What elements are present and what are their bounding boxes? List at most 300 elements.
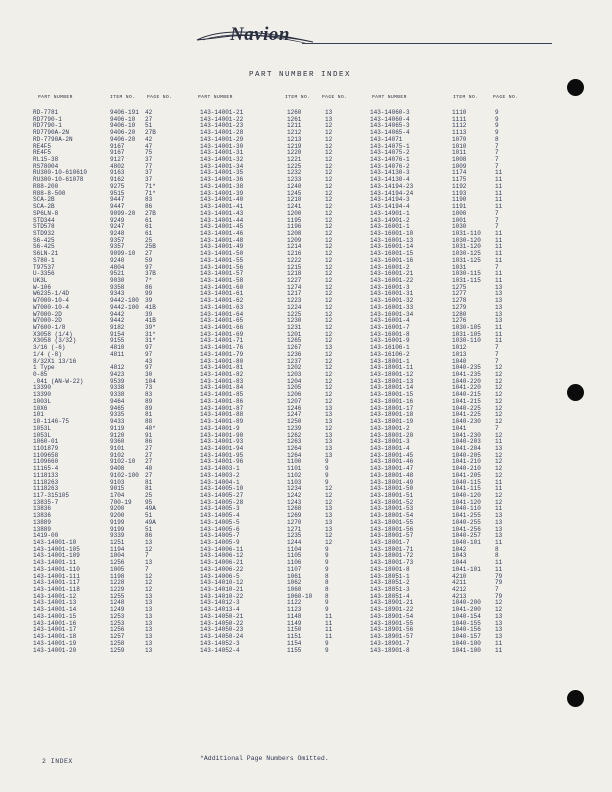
item-number: 4212	[452, 586, 467, 594]
item-number: 1040-200	[452, 599, 481, 607]
page-number: 12	[325, 223, 333, 231]
page-number: 11	[495, 203, 503, 211]
item-number: 1041-210	[452, 458, 481, 466]
item-number: 1198	[110, 572, 125, 580]
page-number: 11	[495, 478, 503, 486]
page-number: 13	[495, 283, 503, 291]
item-number: 1253	[110, 619, 125, 627]
page-number: 11	[495, 270, 503, 278]
part-number: 143-14001-14	[33, 606, 77, 614]
page-number: 13	[325, 444, 333, 452]
page-number: 9	[325, 639, 329, 647]
part-number: 13390	[33, 384, 52, 392]
part-number: 101	[33, 411, 44, 419]
part-number: 143-18001-57	[370, 532, 414, 540]
item-number: 1041	[452, 424, 467, 432]
part-number: 143-14001-64	[200, 310, 244, 318]
part-number: 1053L	[33, 424, 52, 432]
item-number: 1251	[110, 539, 125, 546]
item-number: 1245	[287, 189, 302, 197]
item-number: 1149	[287, 619, 302, 627]
part-number: STD932	[33, 229, 55, 237]
item-number: 9406-20	[110, 135, 136, 143]
part-number: 143-14001-44	[200, 216, 244, 224]
item-number: 1250	[287, 418, 302, 426]
part-number: 143-18001-51	[370, 491, 414, 499]
part-number: 143-14001-79	[200, 350, 244, 358]
table-row	[200, 648, 358, 655]
item-number: 9447	[110, 203, 125, 211]
part-number: 143-16106-2	[370, 350, 410, 358]
item-number: 1218	[287, 270, 302, 278]
page-number: 9	[495, 129, 499, 137]
part-number: 143-14001-60	[200, 283, 244, 291]
col-header-part-number: PART NUMBER	[372, 95, 407, 100]
page-number: 8	[495, 545, 499, 553]
item-number: 1000	[452, 209, 467, 217]
item-number: 1005	[110, 565, 125, 573]
item-number: 9030	[110, 276, 125, 284]
page-number: 12	[325, 297, 333, 305]
item-number: 1100	[287, 458, 302, 466]
part-number: S780-1	[33, 256, 55, 264]
item-number: 1040-115	[452, 478, 481, 486]
part-number: 1101879	[33, 444, 59, 452]
part-number: 143-18051-4	[370, 592, 410, 600]
page-number: 11	[325, 619, 333, 627]
item-number: 4810	[110, 344, 125, 352]
item-number: 1235	[287, 532, 302, 540]
page-number: 13	[145, 646, 153, 654]
page-number: 39*	[145, 324, 156, 331]
item-number: 9335	[110, 411, 125, 419]
item-number: 1278	[452, 297, 467, 305]
item-number: 1040	[452, 357, 467, 365]
part-number: 143-16001-13	[370, 236, 414, 244]
part-number: 143-14001-22	[200, 115, 244, 123]
part-number: 143-18001-48	[370, 471, 414, 479]
table-row	[370, 648, 525, 655]
part-number: 143-14001-46	[200, 229, 244, 237]
page-number: 8	[495, 552, 499, 560]
item-number: 1104	[287, 545, 302, 553]
page-number: 9	[325, 606, 329, 614]
item-number: 1190	[452, 196, 467, 204]
part-number: 143-18001-17	[370, 404, 414, 412]
item-number: 1113	[452, 129, 467, 137]
page-number: 9	[325, 559, 329, 567]
item-number: 1192	[452, 182, 467, 190]
part-number: 143-14071	[370, 135, 403, 143]
part-number: RD7790A-2N	[33, 129, 70, 137]
page-number: 12	[325, 182, 333, 190]
page-number: 12	[495, 599, 503, 607]
item-number: 1150	[287, 626, 302, 634]
part-number: 143-18051-1	[370, 572, 410, 580]
page-number: 12	[325, 250, 333, 258]
col-header-part-number: PART NUMBER	[38, 95, 73, 100]
page-number: 40*	[145, 424, 156, 432]
col-header-part-number: PART NUMBER	[198, 95, 233, 100]
page-number: 12	[325, 216, 333, 224]
part-number: 143-18001-49	[370, 478, 414, 486]
item-number: 9357	[110, 236, 125, 244]
part-number: 143-14050-22	[200, 619, 244, 627]
part-number: 143-14194-23	[370, 182, 414, 190]
item-number: 1070	[452, 135, 467, 143]
item-number: 1040-120	[452, 491, 481, 499]
part-number: 143-14001-49	[200, 243, 244, 251]
part-number: 1109660	[33, 458, 59, 466]
page-number: 13	[325, 518, 333, 526]
item-number: 1241	[287, 203, 302, 211]
page-number: 7	[495, 142, 499, 150]
item-number: 1271	[287, 525, 302, 533]
item-number: 1264	[287, 451, 302, 459]
item-number: 1276	[452, 317, 467, 325]
page-number: 61	[145, 223, 153, 231]
page-number: 104	[145, 377, 156, 385]
page-number: 12	[325, 263, 333, 271]
item-number: 1043	[452, 552, 467, 560]
page-number: 81	[145, 478, 153, 486]
page-number: 12	[325, 377, 333, 385]
item-number: 1260	[287, 109, 302, 116]
part-number: 143-14001-81	[200, 364, 244, 372]
part-number: 143-16001-9	[370, 337, 410, 345]
part-number: 143-14001-66	[200, 324, 244, 331]
item-number: 1040-110	[452, 505, 481, 513]
part-number: 143-18001-20	[370, 431, 414, 439]
part-number: 1 Type	[33, 364, 55, 372]
page-number: 8	[325, 572, 329, 580]
part-number: 143-16001-1	[370, 223, 410, 231]
page-number: 9	[495, 109, 499, 116]
item-number: 1202	[287, 364, 302, 372]
page-number: 12	[325, 317, 333, 325]
item-number: 1212	[287, 129, 302, 137]
item-number: 1040-157	[452, 633, 481, 641]
item-number: 1151	[287, 633, 302, 641]
item-number: 1240	[287, 182, 302, 190]
item-number: 9465	[110, 404, 125, 412]
part-number: SCA-2B	[33, 196, 55, 204]
part-number: 143-14006-21	[200, 559, 244, 567]
part-number: 143-14075-2	[370, 149, 410, 157]
page-number: 42	[145, 109, 153, 116]
part-number: 143-14005-3	[200, 505, 240, 513]
page-number: 71*	[145, 182, 156, 190]
page-number: 40	[145, 465, 153, 473]
page-number: 13	[325, 451, 333, 459]
part-number: 143-18001-3	[370, 438, 410, 446]
punch-hole	[567, 690, 584, 707]
item-number: 1257	[110, 633, 125, 641]
page-number: 11	[495, 236, 503, 244]
item-number: 1041-200	[452, 606, 481, 614]
part-number: 143-14050-24	[200, 633, 244, 641]
page-number: 37	[145, 176, 153, 184]
page-number: 77	[145, 162, 153, 170]
part-number: 143-14006-11	[200, 545, 244, 553]
page-number: 9	[495, 115, 499, 123]
item-number: 1042	[452, 545, 467, 553]
item-number: 1277	[452, 290, 467, 298]
item-number: 1106	[287, 559, 302, 567]
page-number: 13	[325, 431, 333, 439]
page-number: 83	[145, 391, 153, 399]
index-column-1	[33, 110, 188, 654]
item-number: 1203	[287, 371, 302, 379]
page-number: 97	[145, 344, 153, 352]
part-number: 143-14001-118	[33, 586, 80, 594]
footnote: *Additional Page Numbers Omitted.	[200, 755, 329, 762]
page-number: 13	[495, 626, 503, 634]
item-number: 9358	[110, 283, 125, 291]
page-number: 12	[325, 371, 333, 379]
part-number: 143-18051-3	[370, 586, 410, 594]
page-number: 12	[325, 391, 333, 399]
item-number: 1249	[110, 606, 125, 614]
page-number: 12	[495, 606, 503, 614]
item-number: 1009	[452, 162, 467, 170]
page-number: 9	[325, 552, 329, 560]
part-number: 143-14001-55	[200, 256, 244, 264]
page-number: 43	[145, 357, 153, 365]
page-number: 7	[495, 424, 499, 432]
part-number: SCA-2B	[33, 203, 55, 211]
page-number: 11	[495, 337, 503, 345]
item-number: 1008	[452, 156, 467, 164]
item-number: 1062	[287, 579, 302, 587]
item-number: 9248	[110, 229, 125, 237]
part-number: W6235-1/4D	[33, 290, 70, 298]
page-number: 11	[495, 189, 503, 197]
item-number: 1060-10	[287, 592, 313, 600]
item-number: 1253	[110, 612, 125, 620]
item-number: 1041-220	[452, 384, 481, 392]
part-number: 143-14001-71	[200, 337, 244, 345]
page-number: 25B	[145, 243, 156, 251]
item-number: 1010	[452, 142, 467, 150]
part-number: S6LN-21	[33, 250, 59, 258]
item-number: 1101	[287, 465, 302, 473]
part-number: 13889	[33, 525, 52, 533]
part-number: 143-14001-10	[33, 539, 77, 546]
page-number: 11	[495, 169, 503, 177]
item-number: 1219	[287, 142, 302, 150]
item-number: 1103	[287, 478, 302, 486]
item-number: 1232	[287, 169, 302, 177]
part-number: 1053L	[33, 431, 52, 439]
page-number: 11	[495, 324, 503, 331]
part-number: 13836	[33, 512, 52, 520]
page-number: 27	[145, 471, 153, 479]
page-number: 27	[145, 444, 153, 452]
part-number: 143-14001-82	[200, 371, 244, 379]
part-number: 143-14001-50	[200, 250, 244, 258]
part-number: 143-14013-4	[200, 606, 240, 614]
page-number: 13	[495, 290, 503, 298]
part-number: 143-14003-2	[200, 471, 240, 479]
page-number: 8	[495, 135, 499, 143]
item-number: 9199	[110, 518, 125, 526]
part-number: 143-14001-23	[200, 122, 244, 130]
page-number: 7	[495, 223, 499, 231]
page-number: 11	[325, 633, 333, 641]
page-number: 12	[325, 169, 333, 177]
item-number: 1225	[287, 310, 302, 318]
page-number: 12	[325, 491, 333, 499]
page-number: 11	[325, 626, 333, 634]
item-number: 1195	[287, 216, 302, 224]
page-number: 12	[325, 236, 333, 244]
item-number: 1110	[452, 109, 467, 116]
part-number: 143-18001-14	[370, 384, 414, 392]
part-number: 143-18001-2	[370, 424, 410, 432]
page-number: 12	[495, 498, 503, 506]
page-number: 27	[145, 250, 153, 258]
item-number: 9101	[110, 444, 125, 452]
page-number: 13	[495, 532, 503, 540]
part-number: 143-14001-36	[200, 176, 244, 184]
part-number: 143-18901-21	[370, 599, 414, 607]
part-number: 143-14001-69	[200, 330, 244, 338]
page-number: 12	[145, 545, 153, 553]
part-number: 143-16106-1	[370, 344, 410, 352]
index-column-2	[200, 110, 358, 654]
item-number: 9406-10	[110, 122, 136, 130]
item-number: 4211	[452, 579, 467, 587]
item-number: 9464	[110, 397, 125, 405]
item-number: 1030-120	[452, 236, 481, 244]
item-number: 1236	[287, 350, 302, 358]
page-number: 13	[325, 525, 333, 533]
part-number: 143-14076-2	[370, 162, 410, 170]
part-number: 143-18001-18	[370, 411, 414, 419]
page-number: 13	[145, 639, 153, 647]
item-number: 1237	[287, 357, 302, 365]
item-number: 9343	[110, 290, 125, 298]
part-number: 143-16001-21	[370, 270, 414, 278]
part-number: 143-18001-4	[370, 444, 410, 452]
item-number: 1191	[452, 203, 467, 211]
part-number: 143-18001-53	[370, 505, 414, 513]
item-number: 9099-10	[110, 250, 136, 258]
item-number: 9200	[110, 505, 125, 513]
page-number: 12	[325, 229, 333, 237]
page-number: 12	[325, 256, 333, 264]
page-number: 89	[145, 397, 153, 405]
item-number: 1174	[452, 169, 467, 177]
part-number: 1118133	[33, 471, 59, 479]
item-number: 1200	[287, 209, 302, 217]
part-number: 143-14050-23	[200, 626, 244, 634]
item-number: 9182	[110, 324, 125, 331]
page-number: 13	[495, 525, 503, 533]
page-number: 12	[325, 270, 333, 278]
part-number: 143-14001-61	[200, 290, 244, 298]
item-number: 1040-156	[452, 626, 481, 634]
page-number: 13	[495, 297, 503, 305]
item-number: 1031	[452, 263, 467, 271]
item-number: 1242	[287, 491, 302, 499]
item-number: 9442-100	[110, 303, 139, 311]
item-number: 1222	[287, 256, 302, 264]
item-number: 9433	[110, 418, 125, 426]
page-number: 12	[495, 418, 503, 426]
page-number: 12	[495, 377, 503, 385]
page-number: 13	[325, 512, 333, 520]
item-number: 9167	[110, 149, 125, 157]
item-number: 1262	[287, 431, 302, 439]
part-number: 143-14001-12	[33, 592, 77, 600]
item-number: 1261	[287, 115, 302, 123]
part-number: 143-14901-1	[370, 209, 410, 217]
item-number: 1040-225	[452, 404, 481, 412]
page-number: 11	[495, 565, 503, 573]
page-number: 12	[325, 532, 333, 540]
item-number: 9155	[110, 337, 125, 345]
page-number: 7*	[145, 276, 153, 284]
part-number: 143-16001-34	[370, 310, 414, 318]
part-number: 143-14001-43	[200, 209, 244, 217]
item-number: 1230	[287, 317, 302, 325]
item-number: 1030-125	[452, 250, 481, 258]
item-number: 1031-120	[452, 243, 481, 251]
page-number: 49A	[145, 518, 156, 526]
part-number: 143-14001-40	[200, 196, 244, 204]
part-number: 143-14005-5	[200, 518, 240, 526]
page-number: 11	[495, 505, 503, 513]
item-number: 1031-125	[452, 256, 481, 264]
item-number: 1224	[287, 303, 302, 311]
part-number: 143-14005-28	[200, 498, 244, 506]
part-number: 143-18001-54	[370, 512, 414, 520]
page-number: 12	[325, 330, 333, 338]
item-number: 9103	[110, 478, 125, 486]
page-number: 9	[495, 122, 499, 130]
item-number: 1211	[287, 122, 302, 130]
part-number: 143-16001-3	[370, 283, 410, 291]
part-number: 143-14001-86	[200, 397, 244, 405]
part-number: 143-16001-8	[370, 330, 410, 338]
part-number: 143-14001-13	[33, 599, 77, 607]
page-number: 86	[145, 438, 153, 446]
part-number: 10X6	[33, 404, 48, 412]
item-number: 9406-20	[110, 129, 136, 137]
page-number: 11	[495, 243, 503, 251]
page-number: 79	[495, 592, 503, 600]
item-number: 1221	[287, 156, 302, 164]
item-number: 1267	[287, 344, 302, 352]
item-number: 4210	[452, 572, 467, 580]
page-number: 12	[495, 465, 503, 473]
item-number: 9120	[110, 431, 125, 439]
item-number: 1041-205	[452, 471, 481, 479]
page-number: 12	[325, 276, 333, 284]
page-number: 9	[325, 599, 329, 607]
part-number: 13889	[33, 518, 52, 526]
item-number: 4802	[110, 162, 125, 170]
item-number: 1207	[287, 397, 302, 405]
part-number: 117-315105	[33, 491, 70, 499]
item-number: 1231	[287, 324, 302, 331]
part-number: 143-14001-56	[200, 263, 244, 271]
item-number: 1263	[287, 438, 302, 446]
page-number: 7	[495, 344, 499, 352]
page-number: 7	[495, 149, 499, 157]
